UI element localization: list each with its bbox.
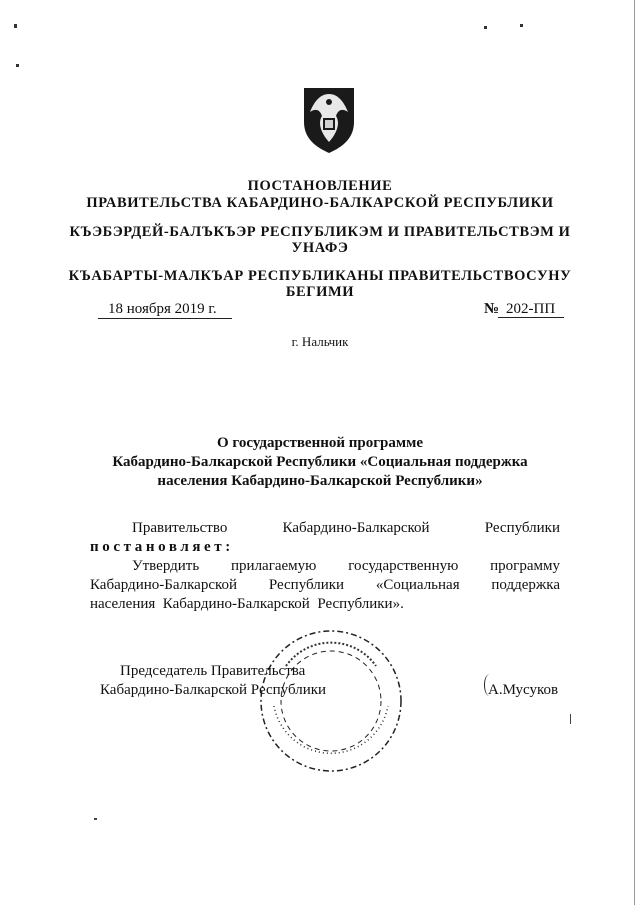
body-row-4 xyxy=(90,576,560,595)
issuer-balkar-1: КЪАБАРТЫ-МАЛКЪАР РЕСПУБЛИКАНЫ ПРАВИТЕЛЬСТВОСУНУ xyxy=(68,268,572,284)
number-value: 202-ПП xyxy=(498,300,564,318)
body-row-3 xyxy=(132,557,560,576)
date-field xyxy=(98,300,232,319)
scan-speck xyxy=(570,714,571,724)
body-word: программу xyxy=(490,558,560,574)
body-word: поддержка xyxy=(491,577,560,593)
body-word: «Социальная xyxy=(375,577,460,593)
body-word: Республики xyxy=(484,520,560,536)
city: г. Нальчик xyxy=(291,334,349,349)
body-word: Республики xyxy=(268,577,345,593)
decree-word: постановляет: xyxy=(90,539,234,555)
scan-mark-top-left xyxy=(14,24,17,28)
official-seal-stamp xyxy=(256,626,406,776)
coat-of-arms-emblem xyxy=(300,82,358,154)
signature-stroke xyxy=(484,674,495,696)
body-row-5: населения Кабардино-Балкарской Республики». xyxy=(90,596,404,612)
doc-type: ПОСТАНОВЛЕНИЕ xyxy=(247,178,393,194)
signatory-name: А.Мусуков xyxy=(488,682,559,698)
body-row-1 xyxy=(132,519,560,538)
signatory-title-1: Председатель Правительства xyxy=(120,663,306,679)
body-word: государственную xyxy=(348,558,459,574)
scan-mark-left xyxy=(16,64,19,67)
body-word: Утвердить xyxy=(132,558,200,574)
issuer-russian: ПРАВИТЕЛЬСТВА КАБАРДИНО-БАЛКАРСКОЙ РЕСПУБЛИКИ xyxy=(86,195,554,211)
body-word: прилагаемую xyxy=(231,558,317,574)
scan-mark-top-right-2 xyxy=(520,24,523,27)
date-value: 18 ноября 2019 г. xyxy=(108,301,217,317)
issuer-kabardian-2: УНАФЭ xyxy=(291,240,349,256)
scan-speck xyxy=(94,818,97,820)
title-line-3: населения Кабардино-Балкарской Республики» xyxy=(157,473,483,489)
number-label: № xyxy=(484,301,500,317)
body-word: Правительство xyxy=(132,520,228,536)
title-line-2: Кабардино-Балкарской Республики «Социальная поддержка xyxy=(112,454,528,470)
issuer-balkar-2: БЕГИМИ xyxy=(285,284,355,300)
title-line-1: О государственной программе xyxy=(217,435,423,451)
signatory-title-2: Кабардино-Балкарской Республики xyxy=(100,682,327,698)
scan-mark-top-right xyxy=(484,26,487,29)
issuer-kabardian-1: КЪЭБЭРДЕЙ-БАЛЪКЪЭР РЕСПУБЛИКЭМ И ПРАВИТЕЛЬСТВЭМ И xyxy=(69,224,571,240)
body-word: Кабардино-Балкарской xyxy=(90,577,238,593)
body-word: Кабардино-Балкарской xyxy=(282,520,430,536)
